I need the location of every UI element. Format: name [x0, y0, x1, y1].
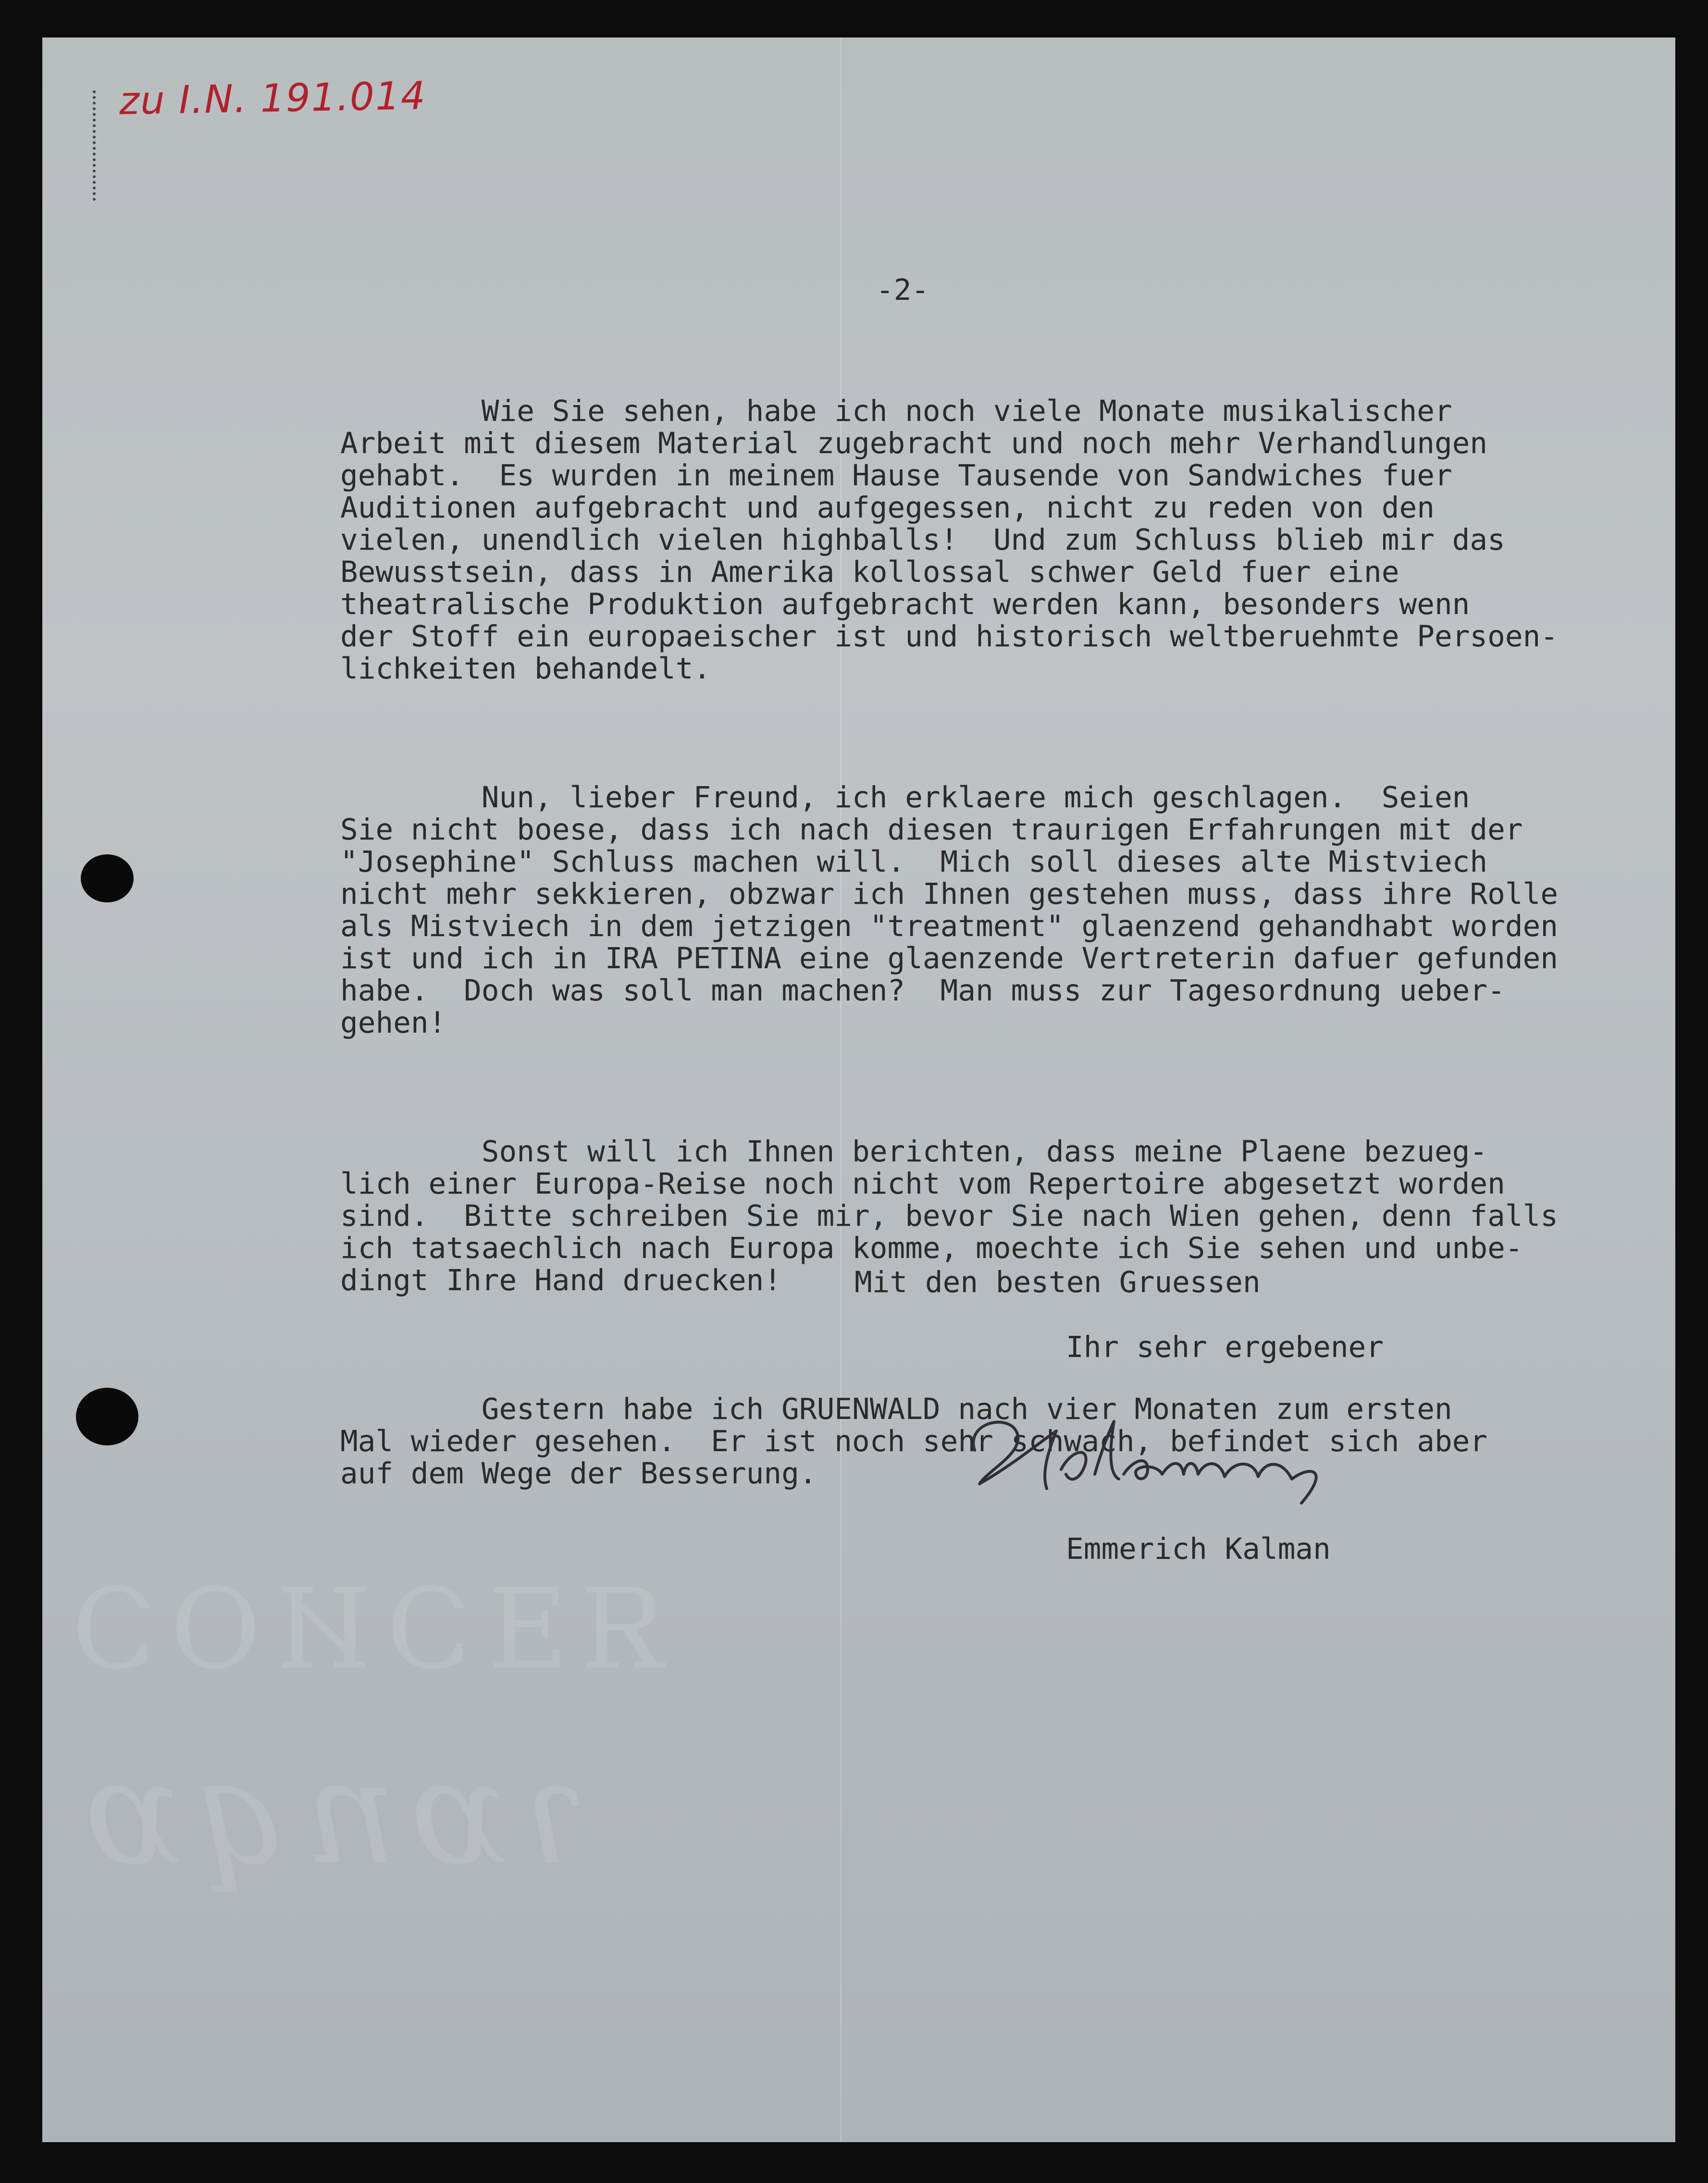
- bleed-through-letterhead: ЯƎƆИOƆ: [57, 1566, 669, 1694]
- paragraph-1: Wie Sie sehen, habe ich noch viele Monate musikalischer Arbeit mit diesem Material zugebracht und noch mehr Verhandlungen gehabt. Es wurden in meinem Hause Tausende von Sandwiches fuer Auditionen aufgebracht und aufgegessen, nicht zu reden von den vielen, unendlich vielen highballs! Und zum Schluss blieb mir das Bewusstsein, dass in Amerika kollossal schwer Geld fuer eine theatralische Produktion aufgebracht werden kann, besonders wenn der Stoff ein europaeischer ist und historisch weltberuehmte Persoen- lichkeiten behandelt.: [340, 394, 1559, 686]
- bleed-through-script: ɿɒnqɒ: [71, 1729, 589, 1897]
- handwritten-signature: [946, 1393, 1369, 1522]
- punch-hole-upper: [81, 854, 134, 902]
- archive-reference-note: zu I.N. 191.014: [119, 73, 427, 123]
- paragraph-2: Nun, lieber Freund, ich erklaere mich geschlagen. Seien Sie nicht boese, dass ich nach diesen traurigen Erfahrungen mit der "Josephine" Schluss machen will. Mich soll dieses alte Mistviech nicht mehr sekkieren, obzwar ich Ihnen gestehen muss, dass ihre Rolle als Mistviech in dem jetzigen "treatment" glaenzend gehandhabt worden ist und ich in IRA PETINA eine glaenzende Vertreterin dafuer gefunden habe. Doch was soll man machen? Man muss zur Tagesordnung ueber- gehen!: [340, 780, 1559, 1040]
- closing-greeting: Mit den besten Gruessen: [854, 1265, 1261, 1299]
- signer-name: Emmerich Kalman: [1066, 1532, 1331, 1566]
- margin-dot-marks: [93, 90, 99, 201]
- valediction: Ihr sehr ergebener: [1066, 1330, 1384, 1364]
- svg-text:EKalman: EKalman: [946, 1517, 948, 1518]
- paragraph-3: Sonst will ich Ihnen berichten, dass meine Plaene bezueg- lich einer Europa-Reise noch nicht vom Repertoire abgesetzt worden sind. Bitte schreiben Sie mir, bevor Sie nach Wien gehen, denn falls ich tatsaechlich nach Europa komme, moechte ich Sie sehen und unbe- dingt Ihre Hand druecken!: [340, 1135, 1559, 1297]
- page-number: -2-: [876, 273, 929, 307]
- paragraph-4: Gestern habe ich GRUENWALD nach vier Monaten zum ersten Mal wieder gesehen. Er ist noch sehr schwach, befindet sich aber auf dem Wege der Besserung.: [340, 1392, 1488, 1491]
- letter-sheet: [42, 37, 1675, 2142]
- punch-hole-lower: [76, 1388, 138, 1445]
